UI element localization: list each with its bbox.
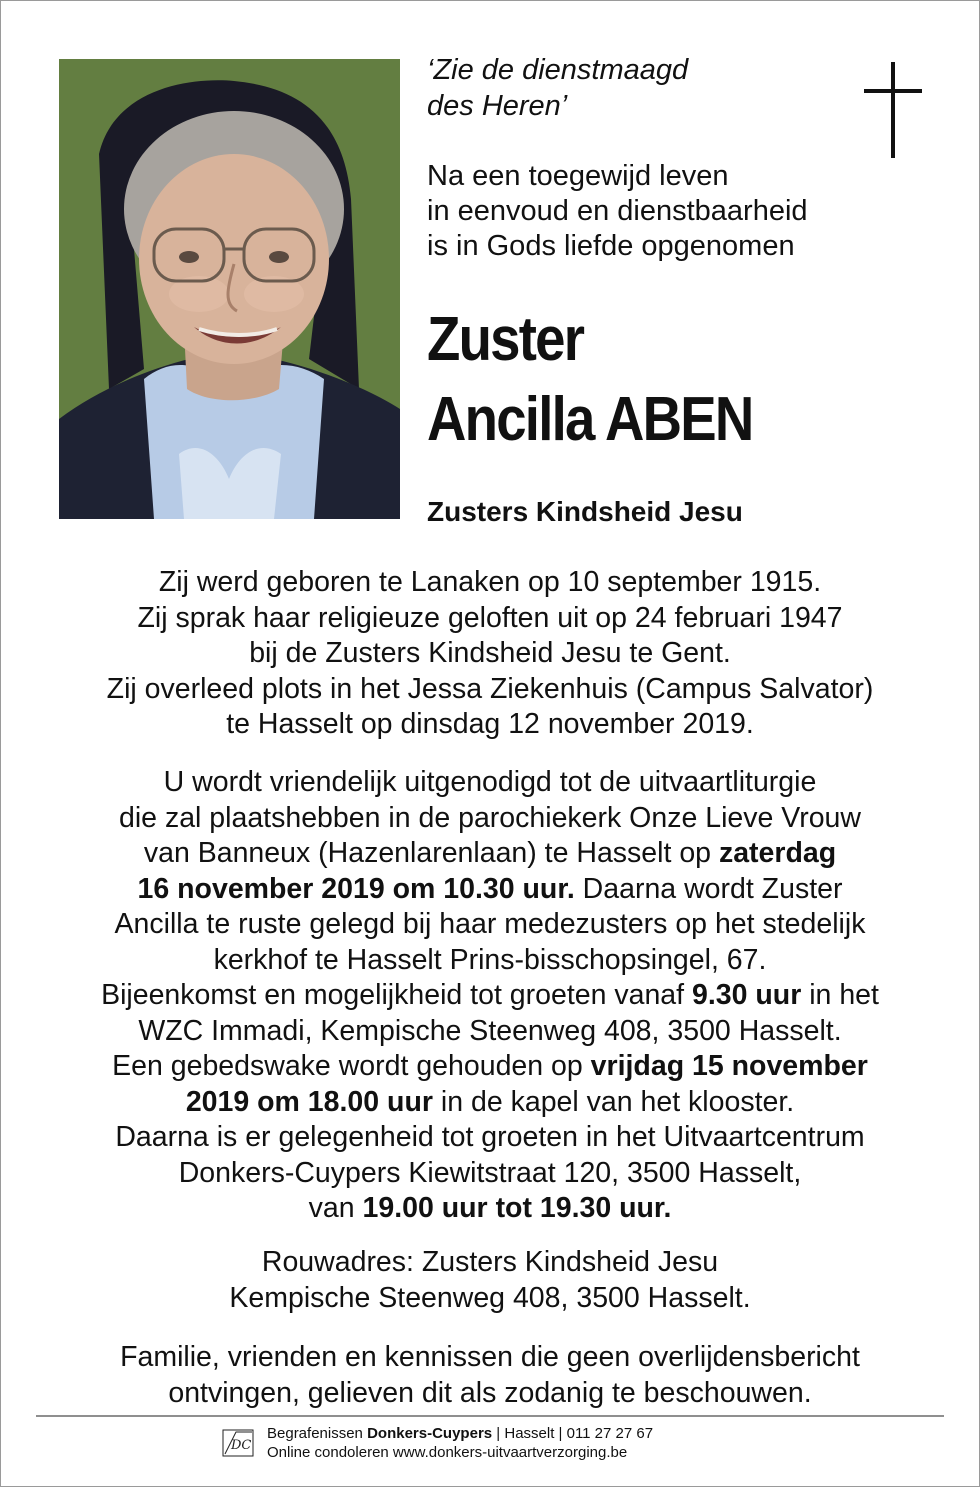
- invitation-line: Ancilla te ruste gelegd bij haar medezusters op het stedelijk: [114, 908, 866, 940]
- mourning-address: [20, 1245, 960, 1316]
- biography-line: bij de Zusters Kindsheid Jesu te Gent.: [249, 637, 731, 669]
- visitation-time: 19.00 uur tot 19.30 uur.: [362, 1192, 672, 1224]
- invitation-line: die zal plaatshebben in de parochiekerk Onze Lieve Vrouw: [119, 801, 861, 834]
- biography-line: Zij werd geboren te Lanaken op 10 september 1915.: [158, 566, 822, 598]
- svg-text:DC: DC: [231, 1438, 252, 1453]
- invitation-line: WZC Immadi, Kempische Steenweg 408, 3500 Hasselt.: [138, 1014, 842, 1047]
- quote-line: ‘Zie de dienstmaagd: [427, 54, 689, 86]
- invitation-line: Donkers-Cuypers Kiewitstraat 120, 3500 Hasselt,: [178, 1156, 802, 1189]
- invitation-line: Bijeenkomst en mogelijkheid tot groeten vanaf 9.30 uur in het: [101, 979, 879, 1011]
- invitation-line: van 19.00 uur tot 19.30 uur.: [308, 1192, 672, 1224]
- closing-note: [20, 1340, 960, 1411]
- invitation-line: van Banneux (Hazenlarenlaan) te Hasselt op zaterdag: [143, 837, 837, 869]
- intro-text: [427, 159, 808, 264]
- invitation-line: 16 november 2019 om 10.30 uur. Daarna wordt Zuster: [137, 872, 843, 905]
- gathering-time: 9.30 uur: [692, 979, 802, 1011]
- biography-line: Zij sprak haar religieuze geloften uit op 24 februari 1947: [137, 601, 843, 634]
- biography-line: te Hasselt op dinsdag 12 november 2019.: [226, 708, 754, 740]
- invitation-line: 2019 om 18.00 uur in de kapel van het klooster.: [185, 1085, 795, 1118]
- closing-line: Familie, vrienden en kennissen die geen overlijdensbericht: [120, 1341, 860, 1373]
- intro-line: in eenvoud en dienstbaarheid: [427, 195, 808, 227]
- funeral-day: zaterdag: [718, 837, 837, 869]
- biography-line: Zij overleed plots in het Jessa Ziekenhuis (Campus Salvator): [106, 672, 874, 705]
- company-name: Donkers-Cuypers: [367, 1425, 493, 1442]
- vigil-time: 2019 om 18.00 uur: [185, 1085, 433, 1118]
- invitation-line: U wordt vriendelijk uitgenodigd tot de uitvaartliturgie: [163, 766, 817, 798]
- bible-quote: [427, 52, 688, 124]
- invitation-line: Een gebedswake wordt gehouden op vrijdag 15 november: [112, 1050, 868, 1082]
- address-line: Rouwadres: Zusters Kindsheid Jesu: [261, 1246, 719, 1278]
- congregation: Zusters Kindsheid Jesu: [427, 496, 743, 527]
- name-title: Zuster: [427, 305, 584, 374]
- footer-line: Begrafenissen Donkers-Cuypers | Hasselt | 011 27 27 67: [267, 1425, 654, 1442]
- portrait-photo: [59, 59, 400, 519]
- vigil-date: vrijdag 15 november: [590, 1050, 868, 1082]
- closing-line: ontvingen, gelieven dit als zodanig te beschouwen.: [168, 1376, 812, 1409]
- funeral-invitation: [20, 765, 960, 1227]
- footer-website: Online condoleren www.donkers-uitvaartverzorging.be: [267, 1444, 628, 1461]
- deceased-name: [427, 300, 753, 460]
- address-line: Kempische Steenweg 408, 3500 Hasselt.: [229, 1281, 751, 1314]
- funeral-datetime: 16 november 2019 om 10.30 uur.: [137, 872, 575, 905]
- cross-icon: [864, 62, 922, 158]
- footer-divider: [36, 1415, 944, 1417]
- quote-line: des Heren’: [427, 90, 568, 122]
- intro-line: is in Gods liefde opgenomen: [427, 230, 795, 262]
- name-full: Ancilla ABEN: [427, 385, 753, 454]
- biography: [20, 565, 960, 743]
- invitation-line: kerkhof te Hasselt Prins-bisschopsingel, 67.: [213, 943, 767, 976]
- funeral-home-logo-icon: [222, 1427, 256, 1457]
- invitation-line: Daarna is er gelegenheid tot groeten in het Uitvaartcentrum: [115, 1121, 865, 1153]
- intro-line: Na een toegewijd leven: [427, 160, 729, 192]
